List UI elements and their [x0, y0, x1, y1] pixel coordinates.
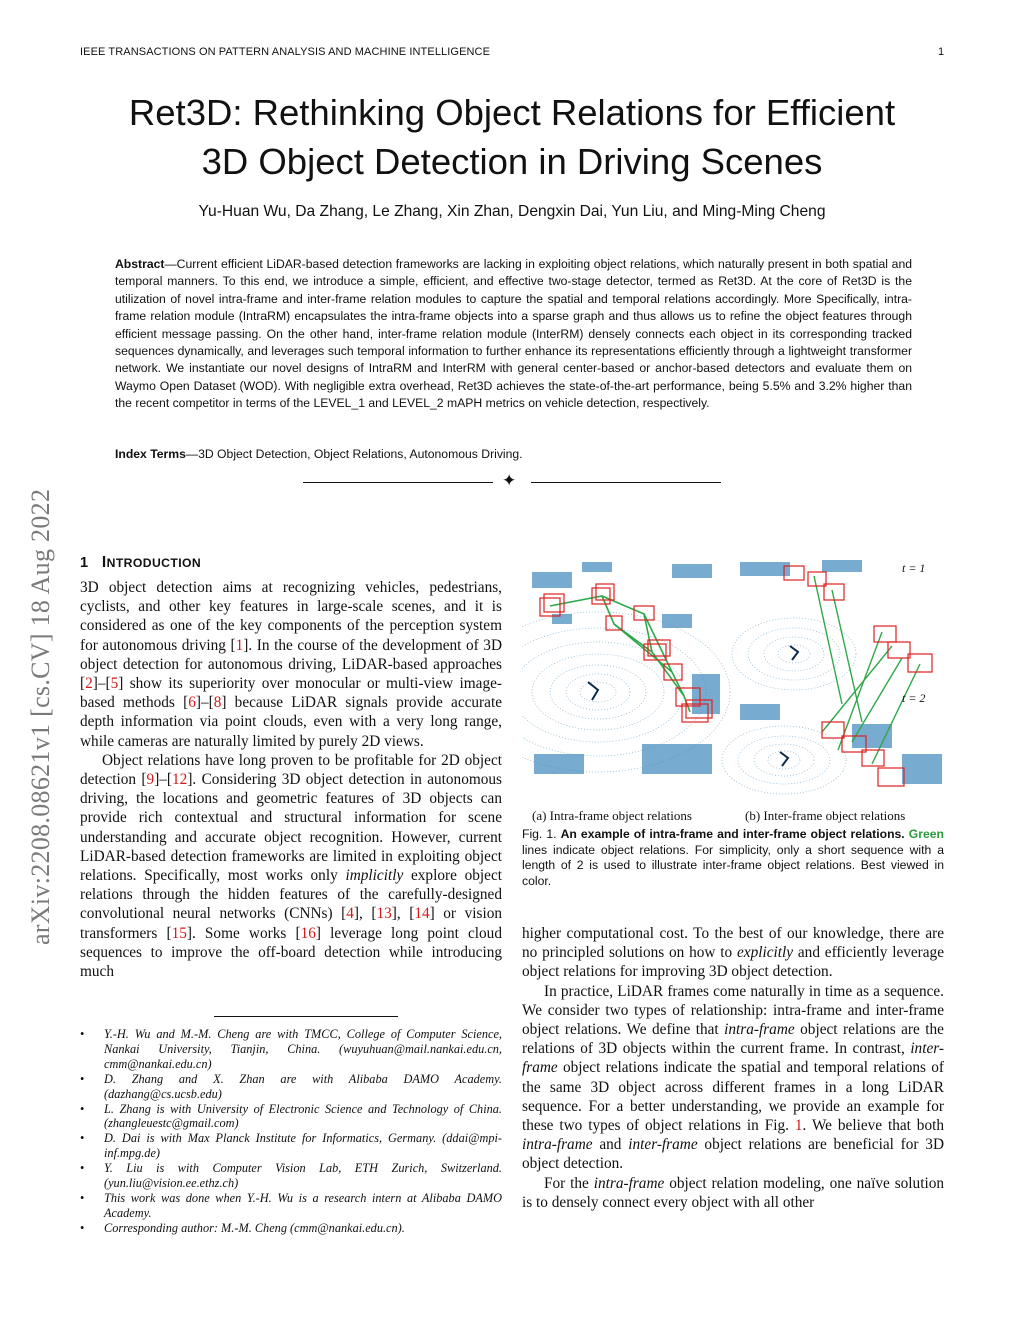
separator-star-icon: ✦: [502, 471, 517, 490]
intro-paragraph-1: 3D object detection aims at recognizing vehicles, pedestrians, cyclists, and other key features in large-scale scenes, and it is considered as one of the key components of the perception system for autonomous driving [1]. In the course of the development of 3D object detection for autonomous driving, LiDAR-based approaches [2]–[5] show its superiority over monocular or multi-view image-based methods [6]–[8] because LiDAR signals provide accurate depth information via point clouds, even with a very long range, while cameras are naturally limited by purely 2D views.: [80, 579, 503, 750]
citation-link[interactable]: 4: [346, 905, 354, 923]
citation-link[interactable]: 8: [213, 694, 222, 712]
citation-link[interactable]: 14: [414, 905, 430, 923]
footnote-item: • Y.-H. Wu and M.-M. Cheng are with TMCC, College of Computer Science, Nankai University, Tianjin, China. (wuyuhuan@mail.nankai.edu.cn, cmm@nankai.edu.cn): [80, 1027, 502, 1072]
lidar-panel-a: [522, 556, 730, 800]
footnote-item: • Corresponding author: M.-M. Cheng (cmm@nankai.edu.cn).: [80, 1221, 502, 1236]
citation-link[interactable]: 1: [235, 636, 244, 654]
right-paragraph-2: In practice, LiDAR frames come naturally in time as a sequence. We consider two types of relationship: intra-frame and inter-frame object relations. We define that intra-frame object relations are the relations of 3D objects within the current frame. In contrast, inter-frame object relations indicate the spatial and temporal relations of the same 3D object across different frames in a long LiDAR sequence. For a better understanding, we provide an example for these two types of object relations in Fig. 1. We believe that both intra-frame and inter-frame object relations are beneficial for 3D object detection.: [522, 982, 944, 1173]
section-number: 1: [80, 555, 89, 571]
title-line-2: 3D Object Detection in Driving Scenes: [201, 141, 823, 182]
index-terms-label: Index Terms: [115, 447, 186, 461]
intro-left-column: [80, 578, 502, 981]
footnote-item: • This work was done when Y.-H. Wu is a research intern at Alibaba DAMO Academy.: [80, 1191, 502, 1221]
abstract-text: —Current efficient LiDAR-based detection frameworks are lacking in exploiting object relations, which naturally present in both spatial and temporal manners. To this end, we introduce a simple, efficient, and effective two-stage detector, termed as Ret3D. At the core of Ret3D is the utilization of novel intra-frame and inter-frame relation modules to capture the spatial and temporal relations accordingly. More Specifically, intra-frame relation module (IntraRM) encapsulates the intra-frame objects into a sparse graph and thus allows us to refine the object features through efficient message passing. On the other hand, inter-frame relation module (InterRM) densely connects each object in its corresponding tracked sequences dynamically, and leverages such temporal information to further enhance its representations efficiently through a lightweight transformer network. We instantiate our novel designs of IntraRM and InterRM with general center-based or anchor-based detectors and evaluate them on Waymo Open Dataset (WOD). With negligible extra overhead, Ret3D achieves the state-of-the-art performance, being 5.5% and 3.2% higher than the recent competitor in terms of the LEVEL_1 and LEVEL_2 mAPH metrics on vehicle detection, respectively.: [115, 257, 912, 411]
figure-label: Fig. 1.: [522, 827, 557, 841]
intro-right-column: [522, 924, 944, 1212]
running-head: IEEE TRANSACTIONS ON PATTERN ANALYSIS AND MACHINE INTELLIGENCE: [80, 46, 491, 58]
abstract: [115, 256, 912, 413]
citation-link[interactable]: 2: [85, 675, 93, 693]
arxiv-stamp: arXiv:2208.08621v1 [cs.CV] 18 Aug 2022: [26, 488, 55, 945]
right-paragraph-1: higher computational cost. To the best of our knowledge, there are no principled solutions on how to explicitly and efficiently leverage object relations for improving 3D object detection.: [522, 925, 944, 981]
citation-link[interactable]: 5: [110, 675, 119, 693]
subfigure-caption-b: (b) Inter-frame object relations: [745, 808, 906, 823]
citation-link[interactable]: 6: [188, 694, 196, 712]
time-label-t2: t = 2: [902, 691, 926, 705]
paper-title: [60, 88, 964, 186]
separator-line-right: [531, 482, 721, 483]
intro-paragraph-2: Object relations have long proven to be profitable for 2D object detection [9]–[12]. Considering 3D object detection in autonomous driving, the locations and geometric features of 3D objects can provide rich contextual and structural information for scene understanding and accurate object recognition. However, current LiDAR-based detection frameworks are limited in exploiting object relations. Specifically, most works only implicitly explore object relations through the hidden features of the carefully-designed convolutional neural networks (CNNs) [4], [13], [14] or vision transformers [15]. Some works [16] leverage long point cloud sequences to improve the off-board detection while introducing much: [80, 751, 503, 981]
index-terms-text: —3D Object Detection, Object Relations, Autonomous Driving.: [185, 447, 523, 461]
footnote-item: • D. Dai is with Max Planck Institute for Informatics, Germany. (ddai@mpi-inf.mpg.de): [80, 1131, 502, 1161]
citation-link[interactable]: 13: [376, 905, 392, 923]
affiliation-footnotes: [80, 1027, 502, 1236]
citation-link[interactable]: 9: [146, 771, 155, 789]
citation-link[interactable]: 12: [172, 771, 188, 789]
figure-1-lidar-illustration: [522, 554, 958, 806]
figure-reference-link[interactable]: 1: [794, 1117, 803, 1135]
lidar-panel-b: [722, 556, 956, 800]
footnote-item: • D. Zhang and X. Zhan are with Alibaba DAMO Academy. (dazhang@cs.ucsb.edu): [80, 1072, 502, 1102]
page-number: 1: [938, 46, 945, 58]
time-label-t1: t = 1: [902, 561, 926, 575]
index-terms: [115, 447, 912, 461]
caption-bold: An example of intra-frame and inter-frame object relations.: [560, 827, 905, 841]
right-paragraph-3: For the intra-frame object relation modeling, one naïve solution is to densely connect every object with all other: [522, 1174, 944, 1211]
section-title: INTRODUCTION: [101, 554, 202, 571]
footnote-item: • Y. Liu is with Computer Vision Lab, ETH Zurich, Switzerland. (yun.liu@vision.ee.ethz.ch): [80, 1161, 502, 1191]
author-list: Yu-Huan Wu, Da Zhang, Le Zhang, Xin Zhan, Dengxin Dai, Yun Liu, and Ming-Ming Cheng: [198, 203, 826, 220]
subfigure-caption-a: (a) Intra-frame object relations: [532, 808, 692, 823]
footnote-item: • L. Zhang is with University of Electronic Science and Technology of China. (zhangleuestc@gmail.com): [80, 1102, 502, 1132]
footnote-separator: [214, 1016, 398, 1017]
citation-link[interactable]: 15: [171, 924, 187, 942]
abstract-label: Abstract: [115, 257, 165, 271]
caption-green-word: Green: [908, 827, 944, 841]
section-heading: [80, 554, 201, 572]
citation-link[interactable]: 16: [300, 924, 316, 942]
figure-caption: [522, 827, 944, 889]
title-line-1: Ret3D: Rethinking Object Relations for Efficient: [128, 92, 896, 133]
caption-rest: lines indicate object relations. For simplicity, only a short sequence with a length of 2 is used to illustrate inter-frame object relations. Best viewed in color.: [522, 842, 944, 888]
separator-line-left: [303, 482, 493, 483]
